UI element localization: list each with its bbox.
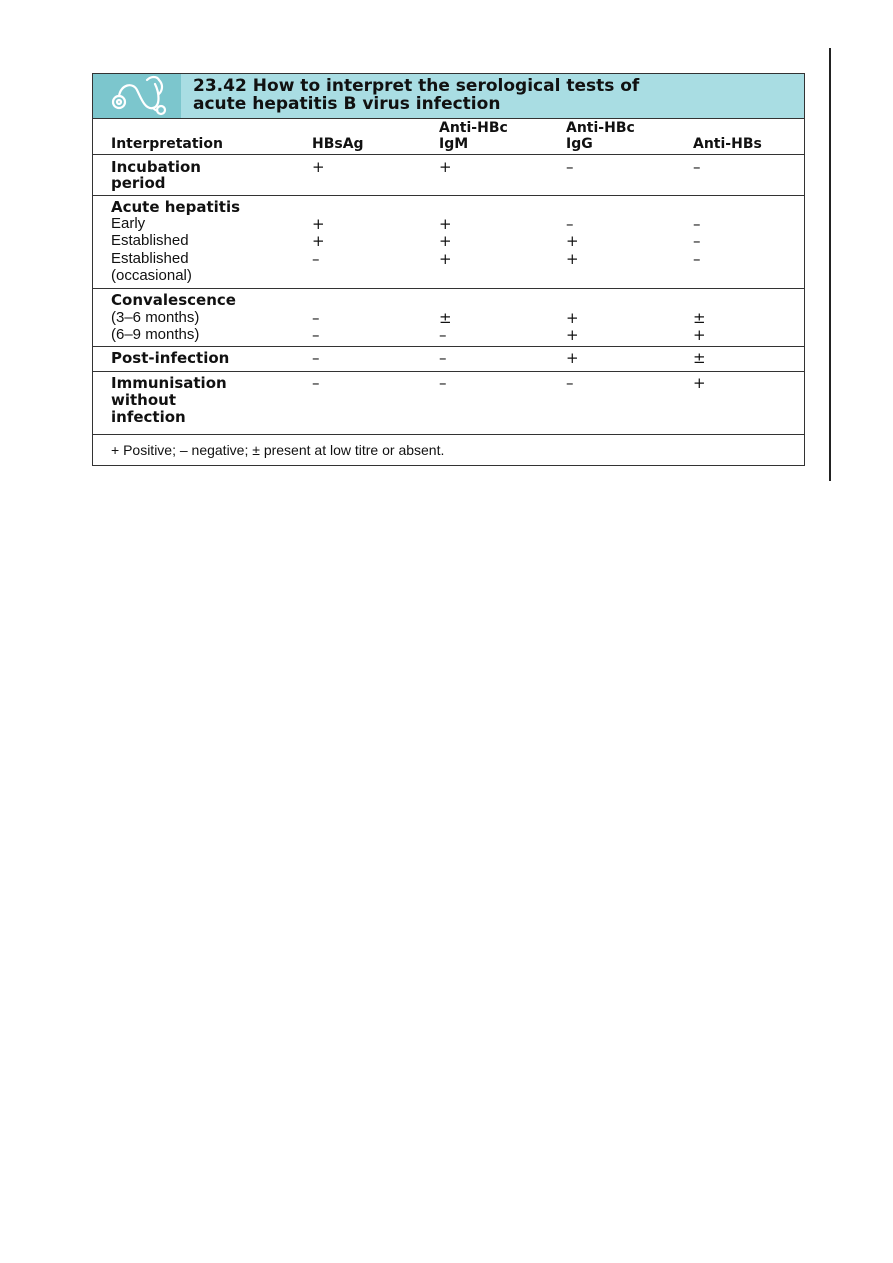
table-number: 23.42	[193, 76, 247, 96]
cell-immunisation-hbsag: –	[312, 374, 320, 392]
cell-established-occ-antihbs: –	[693, 250, 701, 268]
table-title-band	[93, 74, 804, 119]
row-divider	[93, 195, 804, 196]
group-heading-convalescence: Convalescence	[111, 291, 236, 309]
col-header-interpretation: Interpretation	[111, 136, 223, 152]
cell-6-9-igm: –	[439, 326, 447, 344]
col-header-igm-line2: IgM	[439, 136, 469, 152]
table-title-line2: acute hepatitis B virus infection	[193, 94, 501, 114]
row-label-6-9-months: (6–9 months)	[111, 326, 200, 343]
cell-post-antihbs: ±	[693, 349, 706, 367]
cell-early-antihbs: –	[693, 215, 701, 233]
cell-incubation-igg: –	[566, 158, 574, 176]
cell-3-6-antihbs: ±	[693, 309, 706, 327]
page-margin-rule	[829, 48, 831, 481]
col-header-anti-hbs: Anti-HBs	[693, 136, 762, 152]
cell-established-occ-hbsag: –	[312, 250, 320, 268]
table-title-line1: How to interpret the serological tests of	[252, 76, 640, 96]
cell-established-igm: +	[439, 232, 452, 250]
row-divider	[93, 288, 804, 289]
row-label-incubation-2: period	[111, 174, 166, 192]
cell-early-igm: +	[439, 215, 452, 233]
cell-early-igg: –	[566, 215, 574, 233]
cell-established-occ-igm: +	[439, 250, 452, 268]
cell-established-igg: +	[566, 232, 579, 250]
cell-incubation-antihbs: –	[693, 158, 701, 176]
row-divider	[93, 371, 804, 372]
cell-post-igg: +	[566, 349, 579, 367]
col-header-igm-line1: Anti-HBc	[439, 120, 508, 136]
cell-3-6-hbsag: –	[312, 309, 320, 327]
row-label-established-occ-1: Established	[111, 250, 189, 267]
row-label-early: Early	[111, 215, 146, 232]
cell-early-hbsag: +	[312, 215, 325, 233]
row-label-3-6-months: (3–6 months)	[111, 309, 200, 326]
cell-immunisation-igm: –	[439, 374, 447, 392]
row-label-post-infection: Post-infection	[111, 349, 230, 367]
cell-incubation-hbsag: +	[312, 158, 325, 176]
cell-established-occ-igg: +	[566, 250, 579, 268]
cell-established-hbsag: +	[312, 232, 325, 250]
col-header-hbsag: HBsAg	[312, 136, 364, 152]
cell-established-antihbs: –	[693, 232, 701, 250]
row-label-established: Established	[111, 232, 189, 249]
cell-3-6-igm: ±	[439, 309, 452, 327]
cell-6-9-antihbs: +	[693, 326, 706, 344]
row-divider	[93, 154, 804, 155]
cell-immunisation-antihbs: +	[693, 374, 706, 392]
cell-immunisation-igg: –	[566, 374, 574, 392]
cell-6-9-igg: +	[566, 326, 579, 344]
icon-box	[93, 74, 181, 118]
row-label-immunisation-1: Immunisation	[111, 374, 227, 392]
serology-table	[92, 73, 805, 466]
table-title	[193, 77, 793, 113]
row-label-established-occ-2: (occasional)	[111, 267, 192, 284]
cell-post-igm: –	[439, 349, 447, 367]
row-label-incubation-1: Incubation	[111, 158, 201, 176]
col-header-igg-line2: IgG	[566, 136, 593, 152]
cell-3-6-igg: +	[566, 309, 579, 327]
row-divider	[93, 346, 804, 347]
col-header-igg-line1: Anti-HBc	[566, 120, 635, 136]
table-footnote: + Positive; – negative; ± present at low titre or absent.	[111, 442, 445, 458]
row-divider	[93, 434, 804, 435]
cell-post-hbsag: –	[312, 349, 320, 367]
cell-6-9-hbsag: –	[312, 326, 320, 344]
row-label-immunisation-2: without	[111, 391, 177, 409]
stethoscope-icon	[93, 74, 181, 118]
row-label-immunisation-3: infection	[111, 408, 186, 426]
group-heading-acute: Acute hepatitis	[111, 198, 241, 216]
cell-incubation-igm: +	[439, 158, 452, 176]
